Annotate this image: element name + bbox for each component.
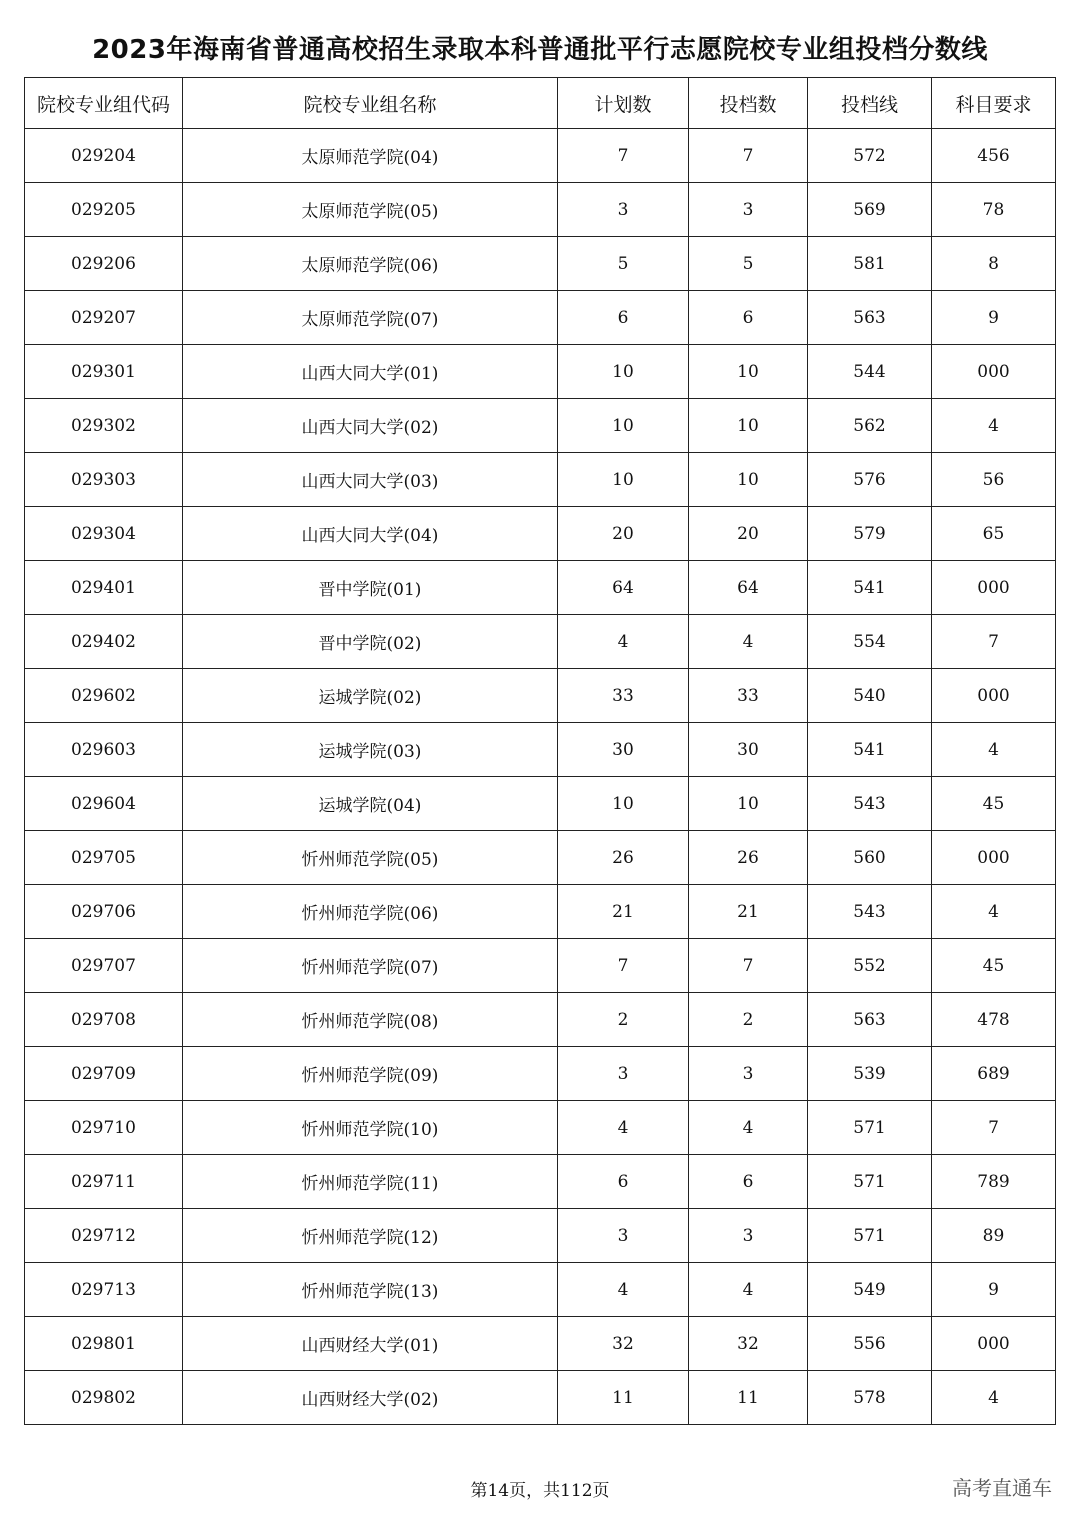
table-row [25,885,1056,939]
cell-group-name: 山西大同大学(04) [183,507,558,561]
table-row [25,939,1056,993]
cell-cutoff-score: 572 [808,129,932,183]
cell-subject-requirement: 7 [932,615,1056,669]
cell-group-code: 029206 [25,237,183,291]
table-row [25,129,1056,183]
cell-plan-count: 30 [558,723,689,777]
cell-group-name: 忻州师范学院(13) [183,1263,558,1317]
table-header-row [25,78,1056,129]
cell-filed-count: 32 [689,1317,808,1371]
cell-subject-requirement: 89 [932,1209,1056,1263]
cell-plan-count: 10 [558,777,689,831]
cell-group-code: 029603 [25,723,183,777]
cell-group-code: 029801 [25,1317,183,1371]
cell-plan-count: 5 [558,237,689,291]
cell-filed-count: 10 [689,345,808,399]
cell-plan-count: 64 [558,561,689,615]
cell-filed-count: 6 [689,1155,808,1209]
cell-plan-count: 6 [558,1155,689,1209]
page-number: 第14页，共112页 [470,1481,610,1501]
table-row [25,1371,1056,1425]
table-row [25,399,1056,453]
cell-subject-requirement: 45 [932,777,1056,831]
cell-group-name: 山西财经大学(02) [183,1371,558,1425]
cell-group-code: 029304 [25,507,183,561]
cell-plan-count: 10 [558,345,689,399]
cell-filed-count: 3 [689,183,808,237]
table-row [25,723,1056,777]
cell-group-code: 029207 [25,291,183,345]
cell-plan-count: 4 [558,615,689,669]
cell-group-name: 太原师范学院(05) [183,183,558,237]
cell-subject-requirement: 789 [932,1155,1056,1209]
admission-score-table [24,77,1056,1425]
table-row [25,1101,1056,1155]
cell-group-code: 029711 [25,1155,183,1209]
cell-filed-count: 21 [689,885,808,939]
cell-plan-count: 32 [558,1317,689,1371]
cell-subject-requirement: 4 [932,885,1056,939]
cell-group-code: 029706 [25,885,183,939]
cell-group-name: 忻州师范学院(07) [183,939,558,993]
cell-filed-count: 2 [689,993,808,1047]
cell-cutoff-score: 563 [808,993,932,1047]
cell-filed-count: 10 [689,777,808,831]
cell-filed-count: 10 [689,453,808,507]
cell-group-code: 029710 [25,1101,183,1155]
table-row [25,507,1056,561]
table-row [25,831,1056,885]
cell-subject-requirement: 000 [932,1317,1056,1371]
cell-cutoff-score: 544 [808,345,932,399]
cell-cutoff-score: 554 [808,615,932,669]
cell-cutoff-score: 541 [808,723,932,777]
cell-group-name: 忻州师范学院(09) [183,1047,558,1101]
cell-filed-count: 33 [689,669,808,723]
cell-cutoff-score: 543 [808,885,932,939]
cell-group-code: 029709 [25,1047,183,1101]
cell-cutoff-score: 579 [808,507,932,561]
cell-group-code: 029705 [25,831,183,885]
cell-group-name: 太原师范学院(07) [183,291,558,345]
cell-group-name: 忻州师范学院(06) [183,885,558,939]
cell-group-name: 太原师范学院(04) [183,129,558,183]
cell-subject-requirement: 9 [932,1263,1056,1317]
table-body [25,129,1056,1425]
table-row [25,183,1056,237]
cell-filed-count: 10 [689,399,808,453]
cell-cutoff-score: 576 [808,453,932,507]
table-row [25,669,1056,723]
cell-cutoff-score: 552 [808,939,932,993]
cell-group-code: 029204 [25,129,183,183]
cell-filed-count: 20 [689,507,808,561]
table-row [25,1047,1056,1101]
cell-group-name: 山西财经大学(01) [183,1317,558,1371]
cell-group-code: 029402 [25,615,183,669]
table-row [25,453,1056,507]
cell-plan-count: 21 [558,885,689,939]
cell-cutoff-score: 539 [808,1047,932,1101]
cell-filed-count: 3 [689,1047,808,1101]
cell-group-name: 运城学院(02) [183,669,558,723]
cell-subject-requirement: 689 [932,1047,1056,1101]
cell-group-code: 029205 [25,183,183,237]
cell-plan-count: 11 [558,1371,689,1425]
cell-subject-requirement: 7 [932,1101,1056,1155]
watermark-text: 高考直通车 [952,1476,1052,1500]
cell-group-name: 忻州师范学院(11) [183,1155,558,1209]
cell-group-code: 029301 [25,345,183,399]
table-row [25,1209,1056,1263]
cell-group-name: 山西大同大学(02) [183,399,558,453]
cell-group-name: 山西大同大学(01) [183,345,558,399]
cell-cutoff-score: 560 [808,831,932,885]
table-row [25,291,1056,345]
cell-group-code: 029802 [25,1371,183,1425]
cell-group-name: 晋中学院(01) [183,561,558,615]
cell-group-code: 029302 [25,399,183,453]
cell-cutoff-score: 549 [808,1263,932,1317]
cell-subject-requirement: 000 [932,345,1056,399]
cell-subject-requirement: 000 [932,561,1056,615]
cell-subject-requirement: 4 [932,723,1056,777]
table-row [25,561,1056,615]
cell-group-name: 忻州师范学院(12) [183,1209,558,1263]
cell-subject-requirement: 000 [932,831,1056,885]
cell-cutoff-score: 540 [808,669,932,723]
cell-subject-requirement: 478 [932,993,1056,1047]
cell-group-name: 太原师范学院(06) [183,237,558,291]
table-row [25,777,1056,831]
cell-filed-count: 11 [689,1371,808,1425]
cell-group-code: 029303 [25,453,183,507]
cell-subject-requirement: 4 [932,1371,1056,1425]
cell-group-code: 029708 [25,993,183,1047]
cell-group-code: 029712 [25,1209,183,1263]
cell-subject-requirement: 45 [932,939,1056,993]
cell-filed-count: 7 [689,939,808,993]
cell-plan-count: 10 [558,453,689,507]
cell-plan-count: 33 [558,669,689,723]
cell-filed-count: 7 [689,129,808,183]
cell-plan-count: 4 [558,1263,689,1317]
table-row [25,615,1056,669]
cell-cutoff-score: 569 [808,183,932,237]
cell-group-code: 029602 [25,669,183,723]
table-row [25,345,1056,399]
cell-group-name: 山西大同大学(03) [183,453,558,507]
page-title: 2023年海南省普通高校招生录取本科普通批平行志愿院校专业组投档分数线 [92,35,988,65]
cell-plan-count: 4 [558,1101,689,1155]
header-group-name: 院校专业组名称 [183,78,558,129]
cell-cutoff-score: 541 [808,561,932,615]
cell-filed-count: 30 [689,723,808,777]
header-group-code: 院校专业组代码 [25,78,183,129]
table-row [25,237,1056,291]
cell-cutoff-score: 563 [808,291,932,345]
cell-filed-count: 3 [689,1209,808,1263]
header-cutoff-score: 投档线 [808,78,932,129]
table-row [25,993,1056,1047]
header-plan-count: 计划数 [558,78,689,129]
cell-group-code: 029707 [25,939,183,993]
table-row [25,1317,1056,1371]
cell-plan-count: 7 [558,129,689,183]
cell-plan-count: 6 [558,291,689,345]
cell-filed-count: 4 [689,1101,808,1155]
cell-filed-count: 4 [689,1263,808,1317]
cell-plan-count: 2 [558,993,689,1047]
cell-subject-requirement: 65 [932,507,1056,561]
cell-plan-count: 20 [558,507,689,561]
cell-subject-requirement: 56 [932,453,1056,507]
cell-cutoff-score: 543 [808,777,932,831]
cell-group-name: 运城学院(03) [183,723,558,777]
cell-subject-requirement: 000 [932,669,1056,723]
cell-group-name: 忻州师范学院(05) [183,831,558,885]
cell-plan-count: 26 [558,831,689,885]
cell-plan-count: 7 [558,939,689,993]
cell-cutoff-score: 581 [808,237,932,291]
cell-plan-count: 3 [558,183,689,237]
cell-cutoff-score: 562 [808,399,932,453]
table-row [25,1263,1056,1317]
cell-filed-count: 5 [689,237,808,291]
cell-subject-requirement: 456 [932,129,1056,183]
cell-cutoff-score: 571 [808,1101,932,1155]
header-filed-count: 投档数 [689,78,808,129]
table-row [25,1155,1056,1209]
cell-plan-count: 3 [558,1209,689,1263]
cell-subject-requirement: 8 [932,237,1056,291]
cell-group-name: 忻州师范学院(10) [183,1101,558,1155]
cell-cutoff-score: 578 [808,1371,932,1425]
cell-subject-requirement: 4 [932,399,1056,453]
cell-cutoff-score: 571 [808,1155,932,1209]
cell-cutoff-score: 556 [808,1317,932,1371]
cell-filed-count: 64 [689,561,808,615]
header-subject-requirement: 科目要求 [932,78,1056,129]
cell-subject-requirement: 78 [932,183,1056,237]
cell-plan-count: 3 [558,1047,689,1101]
cell-filed-count: 6 [689,291,808,345]
cell-plan-count: 10 [558,399,689,453]
cell-filed-count: 26 [689,831,808,885]
cell-group-name: 忻州师范学院(08) [183,993,558,1047]
cell-group-code: 029401 [25,561,183,615]
cell-group-name: 晋中学院(02) [183,615,558,669]
cell-cutoff-score: 571 [808,1209,932,1263]
cell-filed-count: 4 [689,615,808,669]
cell-group-name: 运城学院(04) [183,777,558,831]
cell-group-code: 029604 [25,777,183,831]
cell-subject-requirement: 9 [932,291,1056,345]
cell-group-code: 029713 [25,1263,183,1317]
